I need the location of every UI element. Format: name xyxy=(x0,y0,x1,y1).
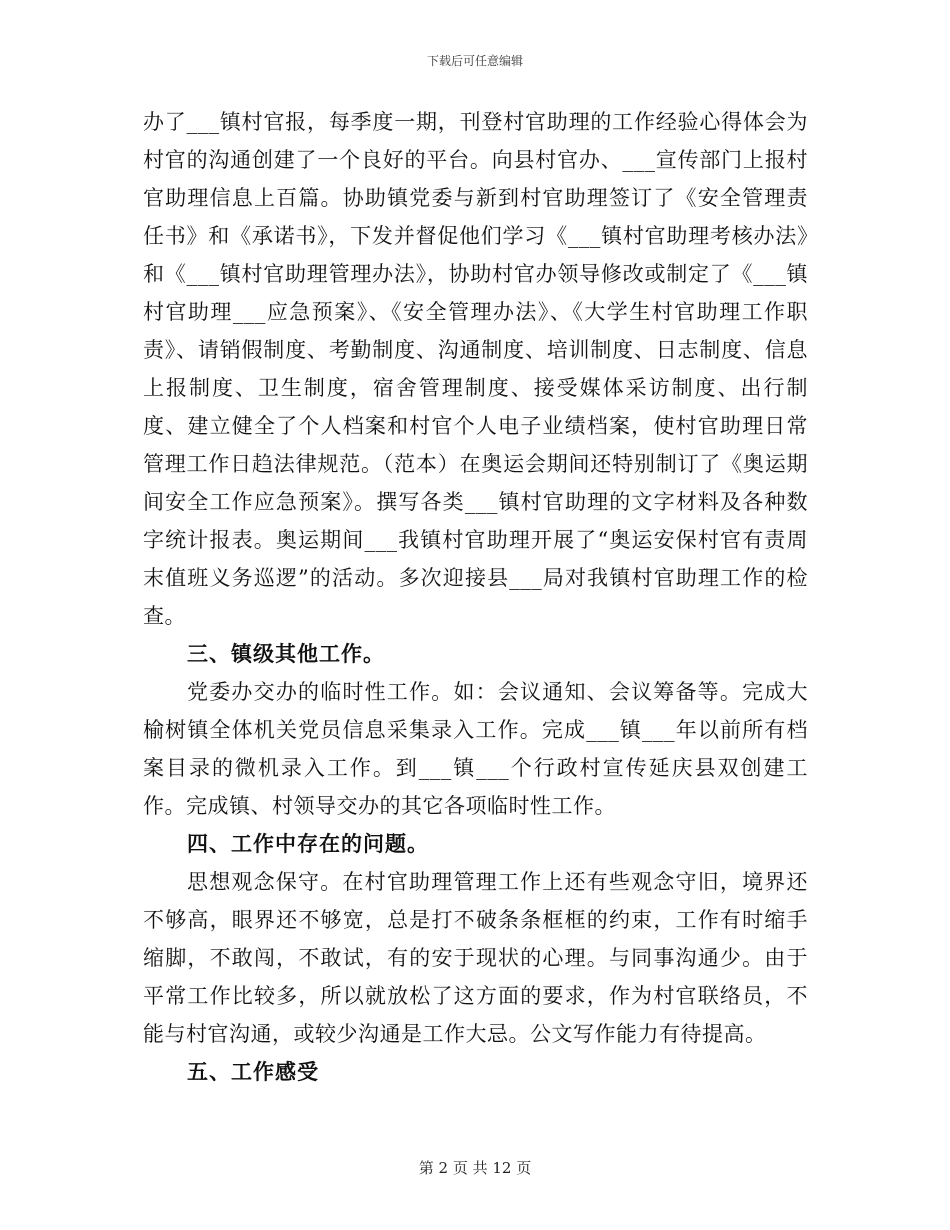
paragraph-town-work: 党委办交办的临时性工作。如：会议通知、会议筹备等。完成大榆树镇全体机关党员信息采集录入工作。完成___镇___年以前所有档案目录的微机录入工作。到___镇___个行政村宣传延庆县双创建工作。完成镇、村领导交办的其它各项临时性工作。 xyxy=(143,680,808,818)
section-heading-5: 五、工作感受 xyxy=(187,1060,319,1084)
section-heading-3: 三、镇级其他工作。 xyxy=(187,642,385,666)
page-header: 下载后可任意编辑 xyxy=(426,54,523,68)
document-body xyxy=(143,103,808,1091)
paragraph-problems: 思想观念保守。在村官助理管理工作上还有些观念守旧，境界还不够高，眼界还不够宽，总是打不破条条框框的约束，工作有时缩手缩脚，不敢闯，不敢试，有的安于现状的心理。与同事沟通少。由于平常工作比较多，所以就放松了这方面的要求，作为村官联络员，不能与村官沟通，或较少沟通是工作大忌。公文写作能力有待提高。 xyxy=(143,870,808,1046)
section-heading-4: 四、工作中存在的问题。 xyxy=(187,832,429,856)
paragraph-village-official-work: 办了___镇村官报，每季度一期，刊登村官助理的工作经验心得体会为村官的沟通创建了一个良好的平台。向县村官办、___宣传部门上报村官助理信息上百篇。协助镇党委与新到村官助理签订了《安全管理责任书》和《承诺书》，下发并督促他们学习《___镇村官助理考核办法》和《___镇村官助理管理办法》，协助村官办领导修改或制定了《___镇村官助理___应急预案》、《安全管理办法》、《大学生村官助理工作职责》、请销假制度、考勤制度、沟通制度、培训制度、日志制度、信息上报制度、卫生制度，宿舍管理制度、接受媒体采访制度、出行制度、建立健全了个人档案和村官个人电子业绩档案，使村官助理日常管理工作日趋法律规范。（范本）在奥运会期间还特别制订了《奥运期间安全工作应急预案》。撰写各类___镇村官助理的文字材料及各种数字统计报表。奥运期间___我镇村官助理开展了“奥运安保村官有责周末值班义务巡逻”的活动。多次迎接县___局对我镇村官助理工作的检查。 xyxy=(143,110,808,628)
page-number-footer: 第 2 页 共 12 页 xyxy=(418,1159,532,1177)
